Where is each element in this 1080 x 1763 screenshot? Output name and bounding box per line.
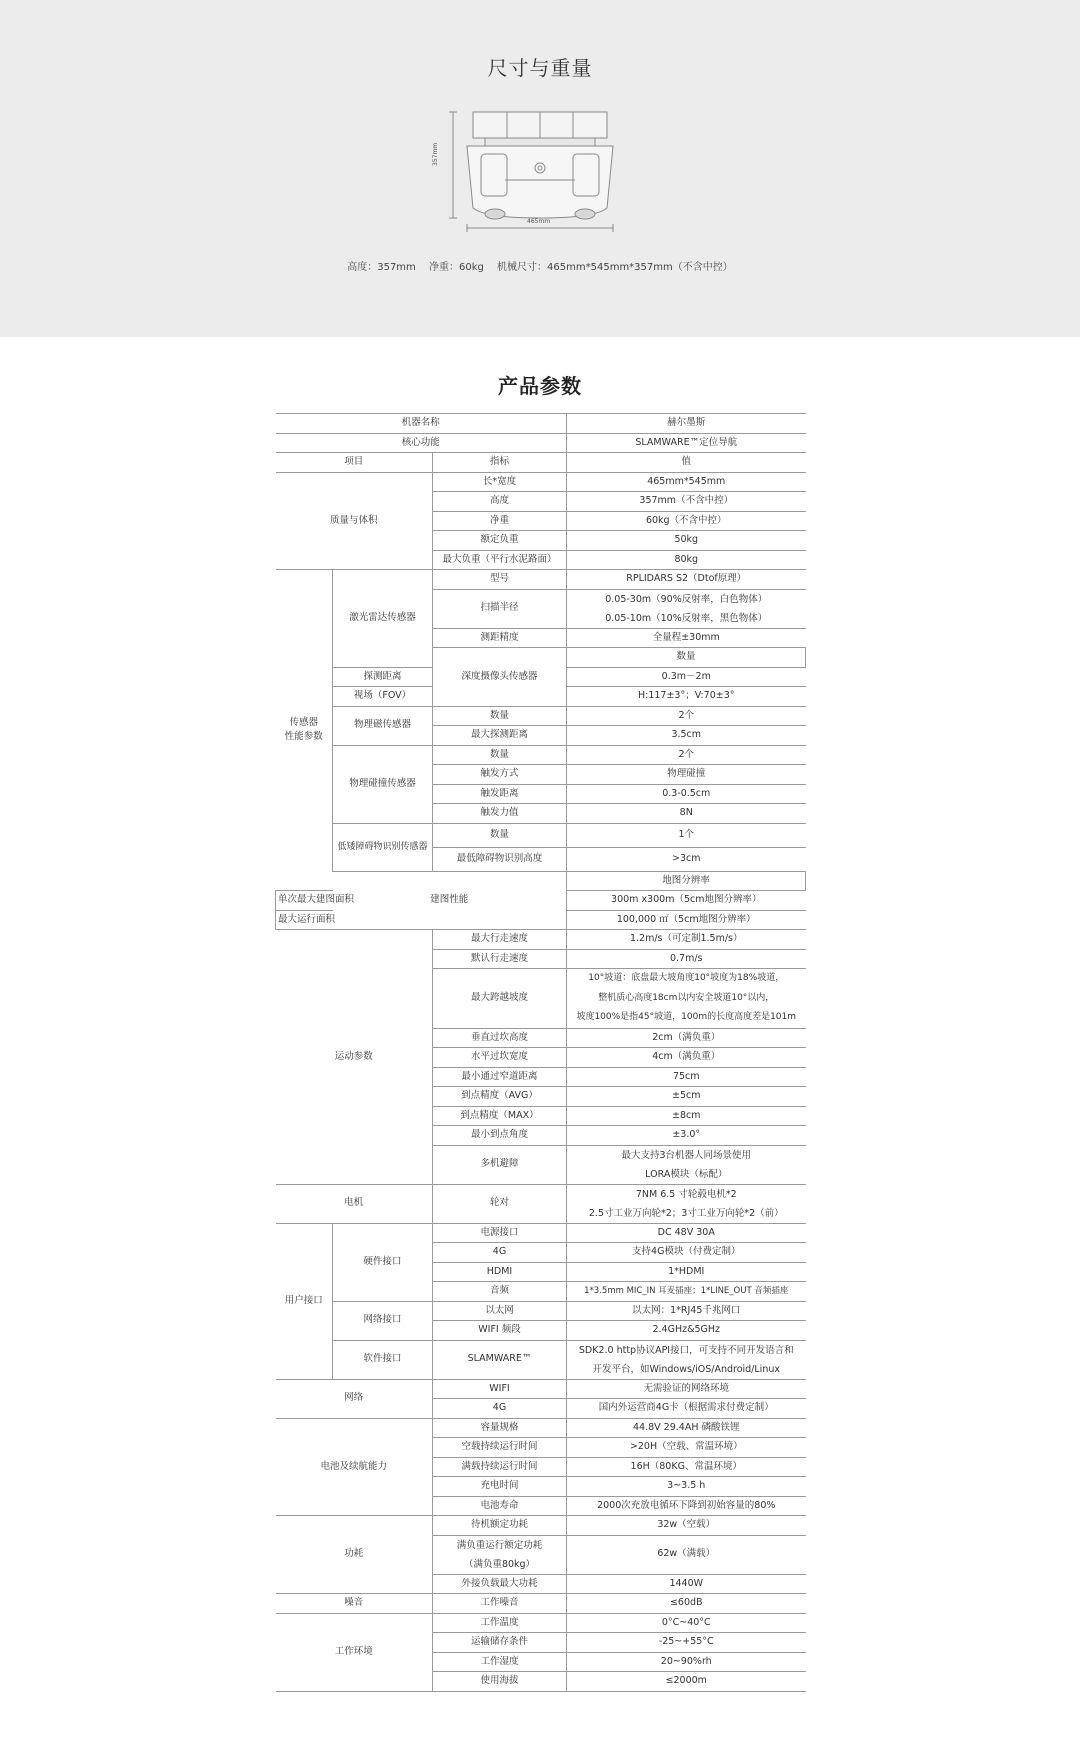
subgroup-label: 硬件接口 xyxy=(333,1223,433,1301)
table-row xyxy=(276,1340,806,1379)
cell-value: 0.7m/s xyxy=(567,949,806,969)
cell-label: 工作湿度 xyxy=(433,1652,567,1672)
spec-weight: 净重：60kg xyxy=(428,262,484,273)
group-label: 运动参数 xyxy=(276,930,433,1185)
subgroup-label: 软件接口 xyxy=(333,1340,433,1379)
cell-value: >20H（空载、常温环境） xyxy=(567,1438,806,1458)
cell-label-line: 满负重运行额定功耗 xyxy=(456,1539,543,1551)
cell-label: 净重 xyxy=(433,511,567,531)
cell-value: RPLIDARS S2（Dtof原理） xyxy=(567,570,806,590)
cell-label: 待机额定功耗 xyxy=(433,1516,567,1536)
cell-label: 数量 xyxy=(567,648,806,668)
cell-value: 75cm xyxy=(567,1067,806,1087)
cell-label: 容量规格 xyxy=(433,1418,567,1438)
cell-label: 以太网 xyxy=(433,1301,567,1321)
cell-value: 支持4G模块（付费定制） xyxy=(567,1243,806,1263)
cell-value-line: 整机质心高度18cm以内安全坡道10°以内， xyxy=(598,992,775,1003)
cell-value: 无需验证的网络环境 xyxy=(567,1379,806,1399)
cell-value: SLAMWARE™定位导航 xyxy=(567,433,806,453)
table-row xyxy=(276,1594,806,1614)
cell-value-line: 0.05-30m（90%反射率，白色物体） xyxy=(605,593,768,605)
cell-label: 音频 xyxy=(433,1282,567,1302)
cell-label: HDMI xyxy=(433,1262,567,1282)
cell-value: 以太网：1*RJ45千兆网口 xyxy=(567,1301,806,1321)
subgroup-label: 激光雷达传感器 xyxy=(333,570,433,668)
cell-value: 4cm（满负重） xyxy=(567,1048,806,1068)
cell-label: 多机避障 xyxy=(433,1145,567,1184)
cell-value: 465mm*545mm xyxy=(567,472,806,492)
cell-value: 2.4GHz&5GHz xyxy=(567,1321,806,1341)
table-row xyxy=(276,823,806,847)
cell-value: ±3.0° xyxy=(567,1126,806,1146)
group-label: 功耗 xyxy=(276,1516,433,1594)
cell-label: 长*宽度 xyxy=(433,472,567,492)
dimension-specs xyxy=(0,258,1080,273)
cell-value: 物理碰撞 xyxy=(567,765,806,785)
cell-label: 4G xyxy=(433,1399,567,1419)
cell-value: DC 48V 30A xyxy=(567,1223,806,1243)
spec-size: 机械尺寸：465mm*545mm*357mm（不含中控） xyxy=(497,262,733,273)
cell-value: 1*HDMI xyxy=(567,1262,806,1282)
table-row xyxy=(276,930,806,950)
group-label: 用户接口 xyxy=(276,1223,333,1379)
cell-value: ≤60dB xyxy=(567,1594,806,1614)
cell-value: ≤2000m xyxy=(567,1672,806,1692)
table-row xyxy=(276,1301,806,1321)
table-row xyxy=(276,414,806,434)
dimensions-section xyxy=(0,0,1080,337)
cell-label: 最大探测距离 xyxy=(433,726,567,746)
cell-label: 探测距离 xyxy=(333,667,433,687)
table-row xyxy=(276,472,806,492)
group-label: 质量与体积 xyxy=(276,472,433,570)
table-row xyxy=(276,871,806,891)
cell-label: 到点精度（MAX） xyxy=(433,1106,567,1126)
cell-label: 触发距离 xyxy=(433,784,567,804)
cell-label: 最大行走速度 xyxy=(433,930,567,950)
table-row xyxy=(276,1184,806,1223)
cell-label: 空载持续运行时间 xyxy=(433,1438,567,1458)
cell-label: 运输储存条件 xyxy=(433,1633,567,1653)
cell-label: WIFI xyxy=(433,1379,567,1399)
cell-value: 16H（80KG、常温环境） xyxy=(567,1457,806,1477)
cell-label: 最大运行面积 xyxy=(276,910,333,930)
subgroup-label: 低矮障碍物识别传感器 xyxy=(333,823,433,871)
cell-value: H:117±3°；V:70±3° xyxy=(567,687,806,707)
cell-value: 357mm（不含中控） xyxy=(567,492,806,512)
cell-value-line: LORA模块（标配） xyxy=(645,1168,728,1180)
cell-value: 赫尔墨斯 xyxy=(567,414,806,434)
header-value: 值 xyxy=(567,453,806,473)
subgroup-label: 物理磁传感器 xyxy=(333,706,433,745)
cell-label: 工作温度 xyxy=(433,1613,567,1633)
cell-value: 3.5cm xyxy=(567,726,806,746)
cell-value: 1.2m/s（可定制1.5m/s） xyxy=(567,930,806,950)
cell-label: 扫描半径 xyxy=(433,589,567,628)
cell-label: 视场（FOV） xyxy=(333,687,433,707)
cell-label: 满载持续运行时间 xyxy=(433,1457,567,1477)
cell-label: 触发力值 xyxy=(433,804,567,824)
group-label: 电机 xyxy=(276,1184,433,1223)
cell-value: 300m x300m（5cm地图分辨率） xyxy=(567,891,806,911)
cell-label: 到点精度（AVG） xyxy=(433,1087,567,1107)
cell-label: SLAMWARE™ xyxy=(433,1340,567,1379)
cell-label: 最低障碍物识别高度 xyxy=(433,847,567,871)
group-label: 传感器 性能参数 xyxy=(276,570,333,891)
cell-value: 0°C~40°C xyxy=(567,1613,806,1633)
cell-label xyxy=(433,1535,567,1574)
cell-label: 水平过坎宽度 xyxy=(433,1048,567,1068)
cell-label: 机器名称 xyxy=(276,414,567,434)
group-label: 电池及续航能力 xyxy=(276,1418,433,1516)
table-row xyxy=(276,433,806,453)
subgroup-label: 网络接口 xyxy=(333,1301,433,1340)
cell-value xyxy=(567,1184,806,1223)
cell-label: 核心功能 xyxy=(276,433,567,453)
cell-label: 数量 xyxy=(433,745,567,765)
cell-label: 额定负重 xyxy=(433,531,567,551)
cell-value: ±8cm xyxy=(567,1106,806,1126)
cell-value: 2000次充放电循环下降到初始容量的80% xyxy=(567,1496,806,1516)
spec-height: 高度：357mm xyxy=(347,262,416,273)
table-row xyxy=(276,570,806,590)
cell-value xyxy=(567,589,806,628)
cell-value: 3~3.5 h xyxy=(567,1477,806,1497)
cell-value: 1个 xyxy=(567,823,806,847)
cell-value: 全量程±30mm xyxy=(567,628,806,648)
cell-value-line: 7NM 6.5 寸轮毂电机*2 xyxy=(635,1188,737,1200)
cell-label: 充电时间 xyxy=(433,1477,567,1497)
cell-value: 60kg（不含中控） xyxy=(567,511,806,531)
cell-label: 4G xyxy=(433,1243,567,1263)
cell-label: 单次最大建图面积 xyxy=(276,891,333,911)
cell-value xyxy=(567,1340,806,1379)
group-label: 建图性能 xyxy=(333,871,567,930)
cell-value-line: SDK2.0 http协议API接口，可支持不同开发语言和 xyxy=(578,1344,794,1356)
table-row xyxy=(276,1613,806,1633)
subgroup-label: 深度摄像头传感器 xyxy=(433,648,567,707)
cell-value: 44.8V 29.4AH 磷酸铁锂 xyxy=(567,1418,806,1438)
cell-label: 最大跨越坡度 xyxy=(433,969,567,1029)
group-label: 网络 xyxy=(276,1379,433,1418)
table-row xyxy=(276,1516,806,1536)
cell-label: 最小通过窄道距离 xyxy=(433,1067,567,1087)
cell-label: 电池寿命 xyxy=(433,1496,567,1516)
cell-value-line: 开发平台，如Windows/iOS/Android/Linux xyxy=(592,1363,780,1375)
cell-label: 轮对 xyxy=(433,1184,567,1223)
table-header-row xyxy=(276,453,806,473)
cell-label: 型号 xyxy=(433,570,567,590)
cell-value: 1*3.5mm MIC_IN 耳麦插座；1*LINE_OUT 音频插座 xyxy=(567,1282,806,1302)
cell-label: 工作噪音 xyxy=(433,1594,567,1614)
cell-value: 0.3-0.5cm xyxy=(567,784,806,804)
cell-value: 2个 xyxy=(567,706,806,726)
cell-label: WIFI 频段 xyxy=(433,1321,567,1341)
cell-label: 外接负载最大功耗 xyxy=(433,1574,567,1594)
subgroup-label: 物理碰撞传感器 xyxy=(333,745,433,823)
cell-value: 50kg xyxy=(567,531,806,551)
cell-value: 2cm（满负重） xyxy=(567,1028,806,1048)
cell-value-line: 2.5寸工业万向轮*2；3寸工业万向轮*2（前） xyxy=(588,1207,784,1219)
table-row xyxy=(276,1223,806,1243)
cell-label: 高度 xyxy=(433,492,567,512)
cell-value: 2个 xyxy=(567,745,806,765)
header-item: 项目 xyxy=(276,453,433,473)
specs-title: 产品参数 xyxy=(498,374,582,398)
cell-value: 0.3m－2m xyxy=(567,667,806,687)
cell-label: 垂直过坎高度 xyxy=(433,1028,567,1048)
cell-value-line: 0.05-10m（10%反射率，黑色物体） xyxy=(605,612,768,624)
cell-value: -25~+55°C xyxy=(567,1633,806,1653)
table-row xyxy=(276,706,806,726)
spec-table xyxy=(275,413,805,1692)
cell-value xyxy=(567,969,806,1029)
cell-value: 8N xyxy=(567,804,806,824)
cell-value-line: 10°坡道：底盘最大坡角度10°坡度为18%坡道， xyxy=(588,973,785,983)
cell-value: ±5cm xyxy=(567,1087,806,1107)
cell-value: 国内外运营商4G卡（根据需求付费定制） xyxy=(567,1399,806,1419)
cell-value: 62w（满载） xyxy=(567,1535,806,1574)
cell-value: 32w（空载） xyxy=(567,1516,806,1536)
cell-label: 测距精度 xyxy=(433,628,567,648)
table-row xyxy=(276,1379,806,1399)
cell-label: 电源接口 xyxy=(433,1223,567,1243)
dimensions-title: 尺寸与重量 xyxy=(487,56,593,80)
cell-label: 数量 xyxy=(433,706,567,726)
cell-value: 20~90%rh xyxy=(567,1652,806,1672)
table-row xyxy=(276,1418,806,1438)
dimension-width-label: 465mm xyxy=(527,218,551,225)
header-index: 指标 xyxy=(433,453,567,473)
cell-value: 1440W xyxy=(567,1574,806,1594)
cell-value: 100,000 ㎡（5cm地图分辨率） xyxy=(567,910,806,930)
cell-label: 使用海拔 xyxy=(433,1672,567,1692)
dimension-height-label: 357mm xyxy=(432,142,439,166)
table-row xyxy=(276,745,806,765)
cell-label: 触发方式 xyxy=(433,765,567,785)
cell-value: >3cm xyxy=(567,847,806,871)
cell-label: 最大负重（平行水泥路面） xyxy=(433,550,567,570)
cell-value-line: 最大支持3台机器人同场景使用 xyxy=(621,1149,752,1161)
cell-label: 默认行走速度 xyxy=(433,949,567,969)
cell-value xyxy=(567,1145,806,1184)
cell-label: 最小到点角度 xyxy=(433,1126,567,1146)
cell-label: 数量 xyxy=(433,823,567,847)
group-label: 工作环境 xyxy=(276,1613,433,1691)
cell-label: 地图分辨率 xyxy=(567,871,806,891)
cell-value-line: 坡度100%是指45°坡道，100m的长度高度差是101m xyxy=(576,1012,797,1022)
cell-value: 80kg xyxy=(567,550,806,570)
group-label: 噪音 xyxy=(276,1594,433,1614)
cell-label-line: （满负重80kg） xyxy=(463,1558,536,1570)
